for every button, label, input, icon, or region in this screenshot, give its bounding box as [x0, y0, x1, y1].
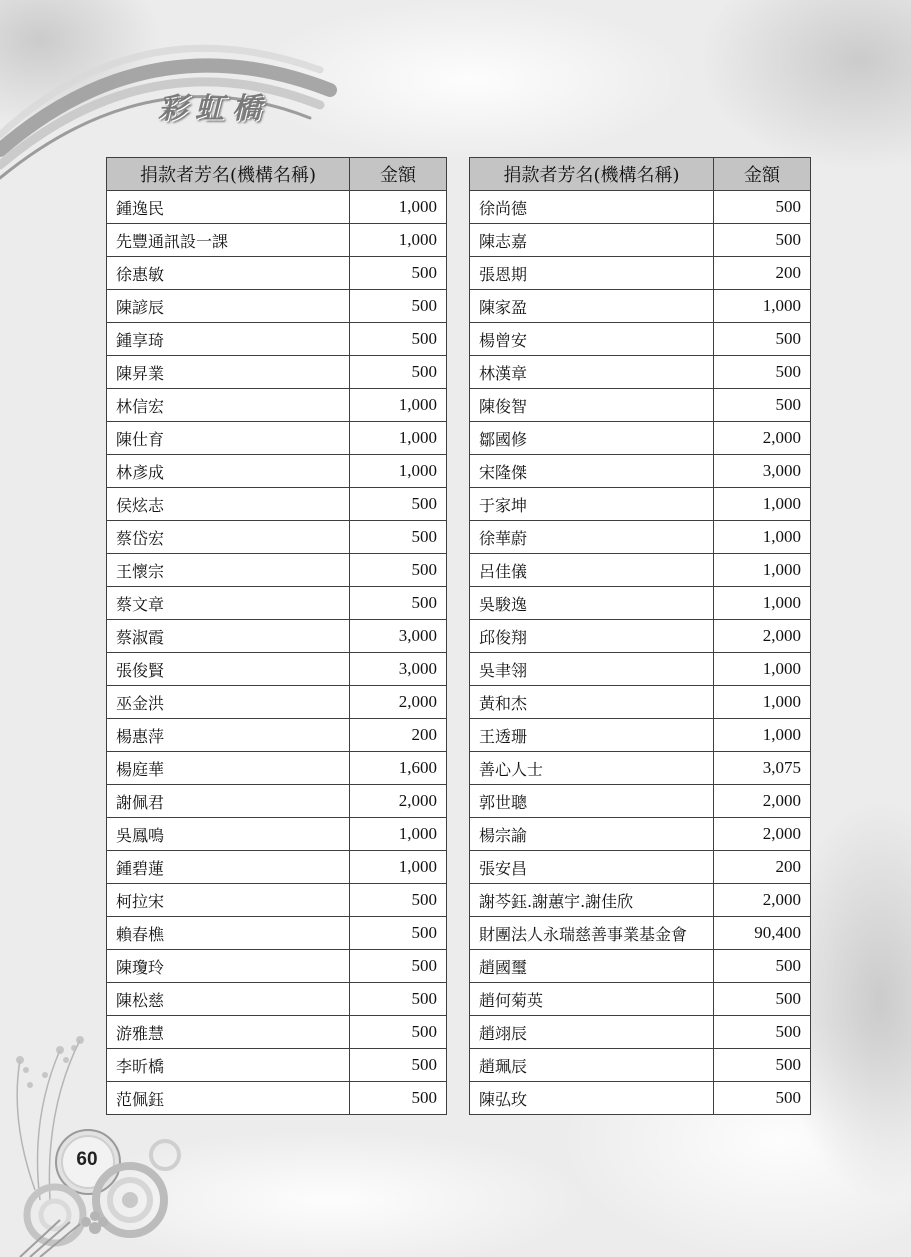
donation-amount-cell: 500: [714, 1082, 811, 1115]
table-row: [107, 488, 447, 521]
donation-amount-cell: 1,000: [714, 488, 811, 521]
donor-name-cell: 趙何菊英: [470, 983, 714, 1016]
donor-name-cell: 善心人士: [470, 752, 714, 785]
donor-name-cell: 蔡岱宏: [107, 521, 350, 554]
donation-amount-cell: 500: [714, 1016, 811, 1049]
donor-name-cell: 蔡淑霞: [107, 620, 350, 653]
table-row: [470, 620, 811, 653]
donor-name-cell: 陳松慈: [107, 983, 350, 1016]
donation-amount-cell: 500: [350, 488, 447, 521]
donor-name-cell: 張俊賢: [107, 653, 350, 686]
table-row: [107, 884, 447, 917]
table-row: [107, 686, 447, 719]
donation-amount-cell: 1,600: [350, 752, 447, 785]
donation-amount-cell: 1,000: [714, 554, 811, 587]
table-row: [107, 290, 447, 323]
table-row: [107, 851, 447, 884]
donor-name-cell: 謝佩君: [107, 785, 350, 818]
donation-amount-cell: 200: [350, 719, 447, 752]
donation-amount-cell: 500: [350, 587, 447, 620]
donor-name-cell: 吳鳳鳴: [107, 818, 350, 851]
donor-name-cell: 楊宗諭: [470, 818, 714, 851]
donation-amount-cell: 500: [350, 554, 447, 587]
donation-amount-cell: 3,000: [350, 620, 447, 653]
donor-name-cell: 張恩期: [470, 257, 714, 290]
table-row: [470, 554, 811, 587]
donation-amount-cell: 500: [350, 983, 447, 1016]
donor-name-cell: 陳家盈: [470, 290, 714, 323]
table-header-row: [470, 158, 811, 191]
table-row: [107, 917, 447, 950]
donor-name-cell: 楊惠萍: [107, 719, 350, 752]
donor-name-cell: 王透珊: [470, 719, 714, 752]
donor-name-cell: 陳瓊玲: [107, 950, 350, 983]
table-row: [107, 356, 447, 389]
donor-name-cell: 陳諺辰: [107, 290, 350, 323]
donor-name-cell: 王懷宗: [107, 554, 350, 587]
donation-amount-cell: 2,000: [714, 422, 811, 455]
table-row: [470, 191, 811, 224]
table-row: [470, 719, 811, 752]
table-row: [470, 488, 811, 521]
table-row: [470, 356, 811, 389]
donor-name-cell: 林彥成: [107, 455, 350, 488]
donation-amount-cell: 500: [350, 1049, 447, 1082]
table-row: [470, 323, 811, 356]
donation-amount-cell: 200: [714, 257, 811, 290]
donor-name-cell: 趙國璽: [470, 950, 714, 983]
donation-amount-cell: 2,000: [714, 620, 811, 653]
donation-amount-cell: 1,000: [350, 224, 447, 257]
table-row: [107, 191, 447, 224]
donor-name-cell: 鄒國修: [470, 422, 714, 455]
donor-name-cell: 宋隆傑: [470, 455, 714, 488]
table-row: [470, 752, 811, 785]
donor-name-cell: 先豐通訊設一課: [107, 224, 350, 257]
table-row: [107, 389, 447, 422]
table-row: [470, 587, 811, 620]
donation-amount-cell: 500: [350, 290, 447, 323]
table-row: [470, 884, 811, 917]
donation-amount-cell: 1,000: [714, 587, 811, 620]
donor-name-cell: 趙珮辰: [470, 1049, 714, 1082]
donation-amount-cell: 500: [714, 356, 811, 389]
donation-amount-cell: 500: [350, 917, 447, 950]
donor-name-cell: 邱俊翔: [470, 620, 714, 653]
column-header-amount: 金額: [714, 158, 811, 191]
table-row: [107, 752, 447, 785]
donation-amount-cell: 2,000: [350, 686, 447, 719]
table-row: [470, 422, 811, 455]
table-row: [107, 521, 447, 554]
donor-name-cell: 鍾享琦: [107, 323, 350, 356]
donation-amount-cell: 500: [350, 521, 447, 554]
donor-name-cell: 張安昌: [470, 851, 714, 884]
donor-name-cell: 鍾逸民: [107, 191, 350, 224]
donation-amount-cell: 1,000: [714, 521, 811, 554]
donor-name-cell: 黃和杰: [470, 686, 714, 719]
table-row: [107, 455, 447, 488]
donor-name-cell: 林漢章: [470, 356, 714, 389]
table-row: [107, 1049, 447, 1082]
table-row: [470, 1082, 811, 1115]
table-row: [107, 1016, 447, 1049]
donor-name-cell: 范佩鈺: [107, 1082, 350, 1115]
donor-name-cell: 吳駿逸: [470, 587, 714, 620]
donor-name-cell: 陳俊智: [470, 389, 714, 422]
donation-amount-cell: 1,000: [350, 851, 447, 884]
table-row: [470, 1049, 811, 1082]
donor-name-cell: 徐華蔚: [470, 521, 714, 554]
donor-name-cell: 侯炫志: [107, 488, 350, 521]
donor-name-cell: 趙翊辰: [470, 1016, 714, 1049]
table-row: [107, 257, 447, 290]
donor-name-cell: 陳志嘉: [470, 224, 714, 257]
donation-amount-cell: 500: [350, 356, 447, 389]
donation-amount-cell: 500: [350, 950, 447, 983]
donation-amount-cell: 500: [350, 323, 447, 356]
donation-amount-cell: 1,000: [350, 422, 447, 455]
donation-amount-cell: 3,075: [714, 752, 811, 785]
donor-name-cell: 蔡文章: [107, 587, 350, 620]
donation-amount-cell: 90,400: [714, 917, 811, 950]
table-row: [470, 818, 811, 851]
donor-name-cell: 楊庭華: [107, 752, 350, 785]
table-row: [470, 290, 811, 323]
table-row: [470, 983, 811, 1016]
donation-amount-cell: 500: [350, 257, 447, 290]
donation-amount-cell: 500: [350, 884, 447, 917]
donation-amount-cell: 500: [714, 1049, 811, 1082]
donation-amount-cell: 500: [714, 191, 811, 224]
donation-amount-cell: 500: [714, 983, 811, 1016]
table-row: [470, 521, 811, 554]
donor-name-cell: 游雅慧: [107, 1016, 350, 1049]
donation-amount-cell: 1,000: [350, 455, 447, 488]
donation-amount-cell: 1,000: [714, 686, 811, 719]
table-row: [107, 422, 447, 455]
donor-name-cell: 吳聿翎: [470, 653, 714, 686]
section-title: 彩虹橋: [158, 91, 270, 125]
donor-name-cell: 郭世聰: [470, 785, 714, 818]
donor-name-cell: 徐惠敏: [107, 257, 350, 290]
table-row: [107, 785, 447, 818]
table-row: [470, 686, 811, 719]
donor-name-cell: 柯拉宋: [107, 884, 350, 917]
table-row: [107, 224, 447, 257]
table-row: [470, 950, 811, 983]
donation-amount-cell: 3,000: [714, 455, 811, 488]
donation-amount-cell: 200: [714, 851, 811, 884]
donor-name-cell: 賴春樵: [107, 917, 350, 950]
donation-amount-cell: 1,000: [714, 290, 811, 323]
donor-name-cell: 林信宏: [107, 389, 350, 422]
donation-amount-cell: 500: [714, 389, 811, 422]
table-row: [107, 653, 447, 686]
donation-amount-cell: 500: [714, 950, 811, 983]
table-row: [107, 554, 447, 587]
donor-name-cell: 于家坤: [470, 488, 714, 521]
column-header-donor-name: 捐款者芳名(機構名稱): [470, 158, 714, 191]
donor-name-cell: 財團法人永瑞慈善事業基金會: [470, 917, 714, 950]
donor-name-cell: 楊曾安: [470, 323, 714, 356]
donation-amount-cell: 1,000: [350, 389, 447, 422]
table-row: [107, 620, 447, 653]
donor-name-cell: 陳昇業: [107, 356, 350, 389]
table-row: [107, 818, 447, 851]
donation-amount-cell: 1,000: [714, 719, 811, 752]
donation-amount-cell: 2,000: [714, 818, 811, 851]
donor-name-cell: 呂佳儀: [470, 554, 714, 587]
donor-name-cell: 陳仕育: [107, 422, 350, 455]
table-row: [470, 1016, 811, 1049]
donation-amount-cell: 1,000: [714, 653, 811, 686]
donor-table-right: [469, 157, 811, 1115]
table-row: [470, 653, 811, 686]
donation-amount-cell: 1,000: [350, 818, 447, 851]
donation-amount-cell: 500: [350, 1082, 447, 1115]
column-header-amount: 金額: [350, 158, 447, 191]
donation-amount-cell: 2,000: [350, 785, 447, 818]
donor-name-cell: 李昕橋: [107, 1049, 350, 1082]
table-row: [470, 455, 811, 488]
donor-name-cell: 徐尚德: [470, 191, 714, 224]
donation-amount-cell: 2,000: [714, 785, 811, 818]
table-row: [107, 323, 447, 356]
donor-table-left: [106, 157, 447, 1115]
table-row: [470, 785, 811, 818]
donation-amount-cell: 3,000: [350, 653, 447, 686]
table-row: [107, 950, 447, 983]
table-row: [470, 917, 811, 950]
table-row: [107, 719, 447, 752]
table-row: [470, 257, 811, 290]
donor-name-cell: 巫金洪: [107, 686, 350, 719]
donor-name-cell: 謝芩鈺.謝蕙宇.謝佳欣: [470, 884, 714, 917]
table-row: [107, 983, 447, 1016]
table-row: [470, 851, 811, 884]
donation-amount-cell: 500: [714, 224, 811, 257]
donor-name-cell: 鍾碧蓮: [107, 851, 350, 884]
table-row: [470, 389, 811, 422]
donation-amount-cell: 2,000: [714, 884, 811, 917]
donor-name-cell: 陳弘玫: [470, 1082, 714, 1115]
donation-amount-cell: 1,000: [350, 191, 447, 224]
page-number: 60: [76, 1149, 98, 1170]
donation-amount-cell: 500: [714, 323, 811, 356]
column-header-donor-name: 捐款者芳名(機構名稱): [107, 158, 350, 191]
table-row: [107, 587, 447, 620]
table-row: [470, 224, 811, 257]
donation-amount-cell: 500: [350, 1016, 447, 1049]
table-row: [107, 1082, 447, 1115]
table-header-row: [107, 158, 447, 191]
